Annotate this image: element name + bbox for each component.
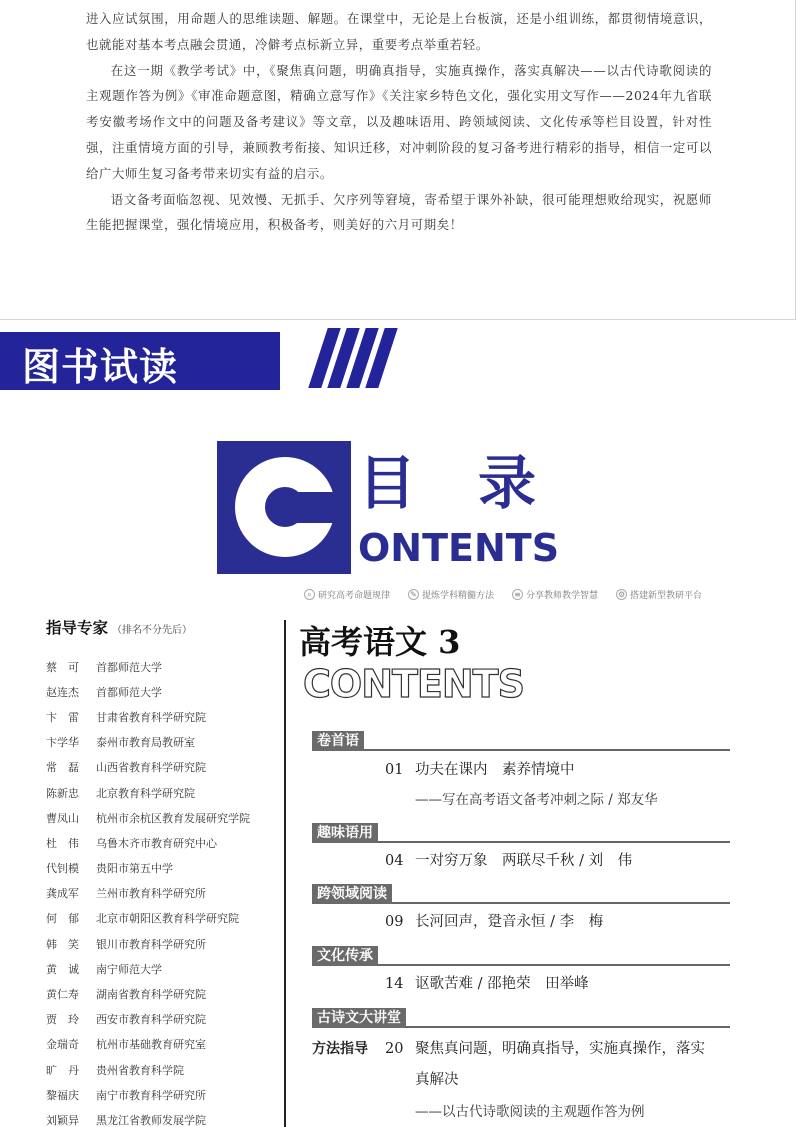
contents-subtitle: ONTENTS: [358, 526, 560, 570]
search-icon: ⌕: [304, 589, 315, 600]
entry-subtitle: ——以古代诗歌阅读的主观题作答为例: [415, 1104, 645, 1120]
page-number: 20: [385, 1041, 404, 1057]
page-number: 04: [385, 853, 404, 869]
entry-title-cont: 真解决: [415, 1072, 459, 1088]
page-number: 09: [385, 914, 404, 930]
contents-entry[interactable]: [312, 904, 730, 940]
magazine-title: 高考语文 3: [299, 623, 461, 661]
expert-row: 黎福庆 南宁市教育科学研究所: [46, 1088, 206, 1102]
expert-row: 刘颖异 黑龙江省教师发展学院: [46, 1113, 206, 1127]
document-icon: ≡: [512, 589, 523, 600]
gear-icon: ⚙: [617, 590, 626, 599]
section-quweiyuyong: [312, 823, 730, 879]
contents-outline-wordmark: [303, 664, 563, 704]
section-tag: 古诗文大讲堂: [312, 1008, 406, 1028]
preface-para-3: 语文备考面临忽视、见效慢、无抓手、欠序列等窘境，寄希望于课外补缺，很可能理想败给现实，祝愿师生能把握课堂，强化情境应用，积极备考，则美好的六月可期矣！: [86, 191, 712, 233]
column-divider: [284, 620, 286, 1127]
expert-row: 杜 伟 乌鲁木齐市教育研究中心: [46, 836, 217, 850]
slogan-row: [304, 588, 702, 601]
experts-list: [46, 654, 276, 1127]
section-tag: 跨领域阅读: [312, 884, 392, 904]
section-juanshouyu: [312, 731, 730, 815]
expert-row: 卞学华 泰州市教育局教研室: [46, 736, 195, 750]
entry-subtitle: ——写在高考语文备考冲刺之际 / 郑友华: [415, 792, 658, 808]
expert-row: 金瑞奇 杭州市基础教育研究室: [46, 1038, 206, 1052]
book-preview-banner: [0, 322, 800, 392]
preface-para-2: 在这一期《教学考试》中，《聚焦真问题，明确真指导，实施真操作，落实真解决——以古代诗歌阅读的主观题作答为例》《审准命题意图，精确立意写作》《关注家乡特色文化，强化实用文写作——2024年九省联考安徽考场作文中的问题及备考建议》等文章，以及趣味语用、跨领域阅读、文化传承等栏目设置，针对性强，注重情境方面的引导，兼顾教考衔接、知识迁移，对冲刺阶段的复习备考进行精彩的指导，相信一定可以给广大师生复习备考带来切实有益的启示。: [86, 62, 712, 181]
slogan-item: ≡ 分享教师教学智慧: [512, 588, 598, 601]
preface-card: [0, 0, 796, 320]
slogan-item: ⌕ 研究高考命题规律: [304, 588, 390, 601]
contents-entry[interactable]: [312, 843, 730, 879]
section-wenhuachuancheng: [312, 946, 730, 1002]
contents-entry[interactable]: [312, 1028, 730, 1127]
preface-para-1: 进入应试氛围，用命题人的思维读题、解题。在课堂中，无论是上台板演，还是小组训练，都贯彻情境意识，也就能对基本考点融会贯通，冷僻考点标新立异，重要考点举重若轻。: [86, 11, 712, 52]
page-number: 01: [385, 762, 404, 778]
page-number: 14: [385, 976, 404, 992]
section-tag: 文化传承: [312, 946, 378, 966]
expert-row: 黄仁寿 湖南省教育科学研究院: [46, 988, 206, 1002]
banner-title: 图书试读: [22, 345, 179, 389]
svg-text:CONTENTS: CONTENTS: [303, 664, 524, 704]
expert-row: 黄 诚 南宁师范大学: [46, 962, 162, 976]
experts-note: （排名不分先后）: [112, 625, 193, 636]
expert-row: 卞 雷 甘肃省教育科学研究院: [46, 710, 206, 724]
preface-text: [86, 6, 712, 238]
expert-row: 蔡 可 首都师范大学: [46, 660, 162, 674]
section-gushiwen: [312, 1008, 730, 1127]
entry-title: 聚焦真问题，明确真指导，实施真操作，落实: [415, 1041, 705, 1057]
expert-row: 何 郁 北京市朝阳区教育科学研究院: [46, 912, 239, 926]
contents-entry[interactable]: [312, 751, 730, 815]
slogan-item: ✎ 提炼学科精髓方法: [408, 588, 494, 601]
expert-row: 赵连杰 首都师范大学: [46, 685, 162, 699]
expert-row: 韩 笑 银川市教育科学研究所: [46, 937, 206, 951]
contents-entry[interactable]: [312, 966, 730, 1002]
slogan-item: ⚙ 搭建新型教研平台: [617, 590, 703, 601]
entry-title: 功夫在课内 素养情境中: [415, 762, 575, 778]
section-kualingyu: [312, 884, 730, 940]
expert-row: 陈新忠 北京教育科学研究院: [46, 786, 195, 800]
entry-title: 讴歌苦难 / 邵艳荣 田举峰: [415, 976, 589, 992]
contents-title: 目录: [358, 449, 599, 517]
experts-heading: 指导专家 （排名不分先后）: [46, 619, 193, 637]
expert-row: 常 磊 山西省教育科学研究院: [46, 761, 206, 775]
contents-c-logo: [217, 441, 351, 574]
expert-row: 贾 玲 西安市教育科学研究院: [46, 1013, 206, 1027]
tools-icon: ✎: [408, 589, 419, 600]
expert-row: 代钊模 贵阳市第五中学: [46, 862, 173, 876]
entry-column-label: 方法指导: [312, 1041, 368, 1057]
expert-row: 龚成军 兰州市教育科学研究所: [46, 887, 206, 901]
expert-row: 曹凤山 杭州市余杭区教育发展研究学院: [46, 811, 250, 825]
expert-row: 旷 丹 贵州省教育科学院: [46, 1063, 184, 1077]
section-tag: 卷首语: [312, 731, 364, 751]
entry-title: 长河回声，跫音永恒 / 李 梅: [415, 914, 604, 930]
section-tag: 趣味语用: [312, 823, 378, 843]
entry-title: 一对穷万象 两联尽千秋 / 刘 伟: [415, 853, 633, 869]
